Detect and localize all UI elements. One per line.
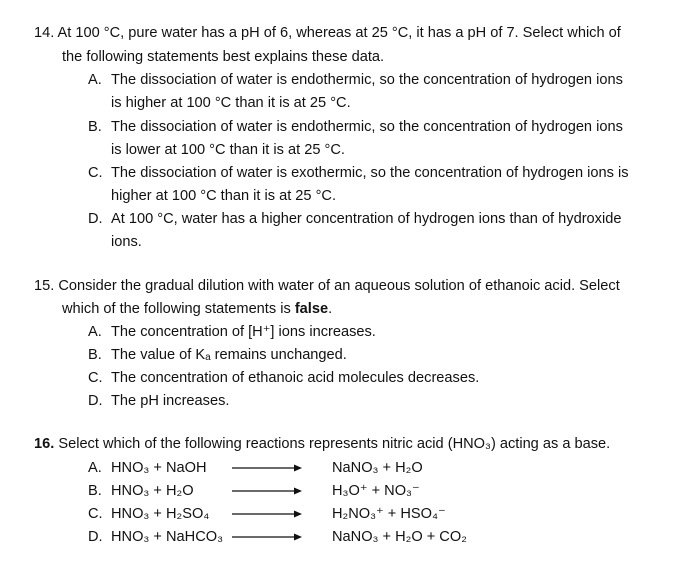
option-text-line-1: The dissociation of water is endothermic, so the concentration of hydrogen ions <box>111 119 623 135</box>
option-text-line-1: At 100 °C, water has a higher concentration of hydrogen ions than of hydroxide <box>111 211 622 227</box>
option-letter: A. <box>88 460 102 476</box>
reaction-arrow-icon <box>232 482 302 500</box>
option-text-line-1: The dissociation of water is endothermic, so the concentration of hydrogen ions <box>111 72 623 88</box>
option-text-line-2: is lower at 100 °C than it is at 25 °C. <box>111 142 345 158</box>
option-letter: C. <box>88 506 103 522</box>
q16-stem <box>34 435 610 453</box>
option-letter: B. <box>88 347 102 363</box>
option-text-line-1: The dissociation of water is exothermic, so the concentration of hydrogen ions is <box>111 165 629 181</box>
q15-stem-period: . <box>328 301 333 317</box>
q14-stem-line-1: 14. At 100 °C, pure water has a pH of 6, whereas at 25 °C, it has a pH of 7. Select which of <box>34 25 621 41</box>
option-letter: B. <box>88 119 102 135</box>
option-letter: B. <box>88 483 102 499</box>
q15-stem-line-1: 15. Consider the gradual dilution with water of an aqueous solution of ethanoic acid. Select <box>34 278 620 294</box>
option-text: The concentration of [H⁺] ions increases. <box>111 324 376 340</box>
reactants: HNO₃ + NaHCO₃ <box>111 529 224 545</box>
option-text-line-2: higher at 100 °C than it is at 25 °C. <box>111 188 337 204</box>
q15-false-keyword: false <box>294 301 329 317</box>
option-letter: D. <box>88 529 103 545</box>
reaction-arrow-icon <box>232 505 302 523</box>
option-letter: A. <box>88 72 102 88</box>
reactants: HNO₃ + NaOH <box>111 460 207 476</box>
option-text-line-2: is higher at 100 °C than it is at 25 °C. <box>111 95 351 111</box>
products: H₃O⁺ + NO₃⁻ <box>332 483 420 499</box>
reaction-arrow-icon <box>232 528 302 546</box>
q16-stem-text: Select which of the following reactions represents nitric acid (HNO₃) acting as a base. <box>54 436 611 452</box>
reactants: HNO₃ + H₂SO₄ <box>111 506 210 522</box>
reaction-arrow-icon <box>232 459 302 477</box>
reactants: HNO₃ + H₂O <box>111 483 194 499</box>
q14-stem-line-2: the following statements best explains these data. <box>62 49 385 65</box>
q15-stem-line-2 <box>62 300 332 318</box>
option-letter: D. <box>88 393 103 409</box>
option-letter: C. <box>88 165 103 181</box>
q16-number: 16. <box>34 436 55 452</box>
option-text: The pH increases. <box>111 393 230 409</box>
products: H₂NO₃⁺ + HSO₄⁻ <box>332 506 446 522</box>
option-letter: A. <box>88 324 102 340</box>
option-text: The value of Kₐ remains unchanged. <box>111 347 347 363</box>
option-text-line-2: ions. <box>111 234 142 250</box>
option-text: The concentration of ethanoic acid molecules decreases. <box>111 370 480 386</box>
products: NaNO₃ + H₂O + CO₂ <box>332 529 467 545</box>
products: NaNO₃ + H₂O <box>332 460 423 476</box>
q15-stem-text: which of the following statements is <box>62 301 295 317</box>
option-letter: C. <box>88 370 103 386</box>
option-letter: D. <box>88 211 103 227</box>
